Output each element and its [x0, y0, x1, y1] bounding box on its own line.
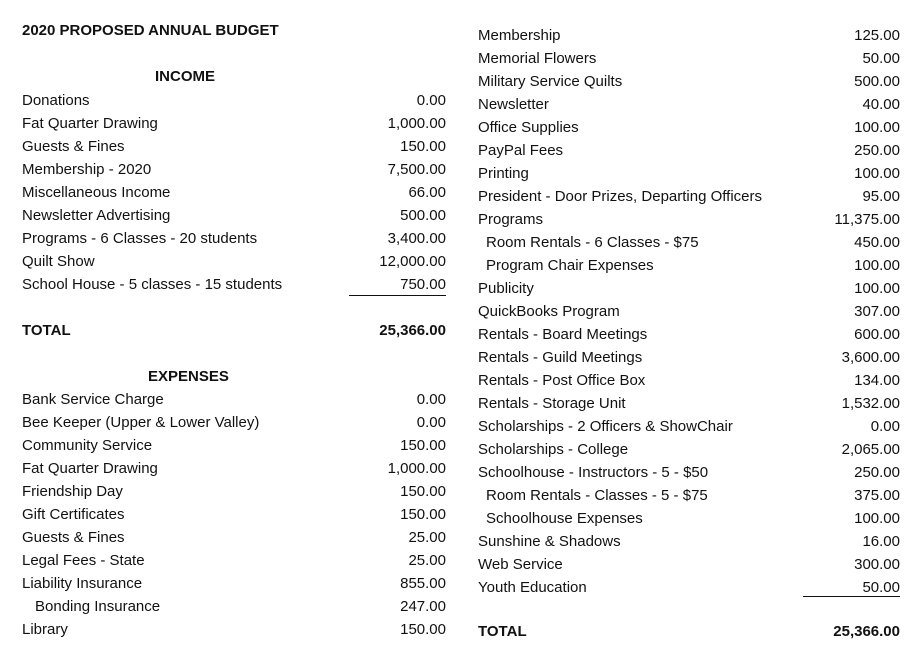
budget-row-label: Program Chair Expenses — [486, 257, 654, 274]
income-total-label: TOTAL — [22, 322, 71, 339]
budget-row — [478, 94, 900, 116]
budget-row — [22, 412, 446, 434]
budget-row — [478, 301, 900, 323]
budget-row-label: President - Door Prizes, Departing Officers — [478, 188, 762, 205]
budget-row — [478, 48, 900, 70]
budget-row-amount: 0.00 — [416, 92, 446, 109]
budget-row-amount: 0.00 — [870, 418, 900, 435]
budget-row-amount: 750.00 — [400, 276, 446, 293]
budget-row — [22, 573, 446, 595]
budget-row — [478, 140, 900, 162]
budget-row-amount: 16.00 — [862, 533, 900, 550]
budget-row-label: Rentals - Board Meetings — [478, 326, 648, 343]
budget-row-label: Rentals - Post Office Box — [478, 372, 646, 389]
budget-row-label: Printing — [478, 165, 529, 182]
budget-row-label: Room Rentals - 6 Classes - $75 — [486, 234, 699, 251]
budget-row-amount: 250.00 — [854, 464, 900, 481]
budget-row — [22, 596, 446, 618]
budget-row-amount: 150.00 — [400, 506, 446, 523]
income-total-row — [22, 320, 446, 342]
budget-row — [22, 619, 446, 641]
budget-row — [22, 481, 446, 503]
budget-row-amount: 300.00 — [854, 556, 900, 573]
budget-row-amount: 134.00 — [854, 372, 900, 389]
budget-row — [22, 550, 446, 572]
budget-row-label: Legal Fees - State — [22, 552, 145, 569]
budget-row-amount: 1,532.00 — [841, 395, 900, 412]
budget-row-label: Room Rentals - Classes - 5 - $75 — [486, 487, 708, 504]
budget-row-amount: 855.00 — [400, 575, 446, 592]
budget-row-amount: 100.00 — [854, 257, 900, 274]
budget-row-label: Liability Insurance — [22, 575, 143, 592]
budget-row-label: Scholarships - 2 Officers & ShowChair — [478, 418, 733, 435]
budget-row — [478, 255, 900, 277]
budget-row-amount: 7,500.00 — [387, 161, 446, 178]
budget-row-amount: 600.00 — [854, 326, 900, 343]
budget-row-label: Bee Keeper (Upper & Lower Valley) — [22, 414, 260, 431]
budget-row-label: Guests & Fines — [22, 138, 125, 155]
budget-row — [478, 462, 900, 484]
budget-row — [22, 504, 446, 526]
budget-row — [22, 159, 446, 181]
budget-row-label: Military Service Quilts — [478, 73, 623, 90]
budget-row-amount: 450.00 — [854, 234, 900, 251]
budget-row-amount: 40.00 — [862, 96, 900, 113]
budget-row — [22, 136, 446, 158]
budget-row-label: Memorial Flowers — [478, 50, 597, 67]
budget-row-amount: 2,065.00 — [841, 441, 900, 458]
budget-row-label: Rentals - Storage Unit — [478, 395, 626, 412]
expenses-total-label: TOTAL — [478, 623, 527, 640]
budget-row — [478, 554, 900, 576]
budget-row-amount: 375.00 — [854, 487, 900, 504]
budget-row — [478, 186, 900, 208]
budget-row — [478, 163, 900, 185]
budget-row-label: Rentals - Guild Meetings — [478, 349, 643, 366]
budget-row-amount: 125.00 — [854, 27, 900, 44]
income-total-amount: 25,366.00 — [379, 322, 446, 339]
budget-row-amount: 0.00 — [416, 391, 446, 408]
budget-row — [22, 251, 446, 273]
budget-row — [478, 347, 900, 369]
budget-row-label: Membership — [478, 27, 561, 44]
budget-row-amount: 500.00 — [854, 73, 900, 90]
budget-row — [478, 278, 900, 300]
budget-row-label: Membership - 2020 — [22, 161, 152, 178]
budget-row-amount: 100.00 — [854, 165, 900, 182]
budget-row-amount: 95.00 — [862, 188, 900, 205]
budget-row-amount: 100.00 — [854, 510, 900, 527]
budget-row-amount: 25.00 — [408, 552, 446, 569]
budget-row-amount: 25.00 — [408, 529, 446, 546]
page-title: 2020 PROPOSED ANNUAL BUDGET — [22, 22, 279, 39]
budget-row-amount: 307.00 — [854, 303, 900, 320]
budget-row-label: School House - 5 classes - 15 students — [22, 276, 283, 293]
budget-row-label: Bank Service Charge — [22, 391, 164, 408]
budget-row-label: Programs - 6 Classes - 20 students — [22, 230, 258, 247]
budget-row — [478, 439, 900, 461]
budget-row — [22, 435, 446, 457]
budget-row-label: Schoolhouse Expenses — [486, 510, 643, 527]
budget-row-label: Gift Certificates — [22, 506, 125, 523]
budget-row-label: Guests & Fines — [22, 529, 125, 546]
expenses-heading: EXPENSES — [148, 368, 229, 385]
budget-row — [478, 324, 900, 346]
budget-row-amount: 0.00 — [416, 414, 446, 431]
budget-row-label: Fat Quarter Drawing — [22, 115, 158, 132]
budget-row-label: Donations — [22, 92, 90, 109]
budget-row-amount: 247.00 — [400, 598, 446, 615]
expenses-subtotal-rule — [803, 596, 900, 597]
budget-row-label: Community Service — [22, 437, 153, 454]
budget-row-amount: 100.00 — [854, 119, 900, 136]
budget-row — [478, 508, 900, 530]
budget-row-amount: 50.00 — [862, 50, 900, 67]
budget-row-label: QuickBooks Program — [478, 303, 620, 320]
budget-row-amount: 150.00 — [400, 138, 446, 155]
budget-row-label: Quilt Show — [22, 253, 95, 270]
budget-row — [478, 370, 900, 392]
budget-row-amount: 66.00 — [408, 184, 446, 201]
budget-row — [478, 25, 900, 47]
budget-row — [22, 113, 446, 135]
budget-row-amount: 250.00 — [854, 142, 900, 159]
budget-row-amount: 50.00 — [862, 579, 900, 596]
budget-row — [478, 232, 900, 254]
budget-row-label: Sunshine & Shadows — [478, 533, 621, 550]
budget-row-amount: 100.00 — [854, 280, 900, 297]
income-subtotal-rule — [349, 295, 446, 296]
budget-row-amount: 3,400.00 — [387, 230, 446, 247]
budget-row-label: Library — [22, 621, 68, 638]
budget-row-label: Friendship Day — [22, 483, 123, 500]
budget-row-label: Newsletter — [478, 96, 549, 113]
budget-row-amount: 150.00 — [400, 621, 446, 638]
budget-row — [478, 209, 900, 231]
expenses-total-row — [478, 621, 900, 643]
income-heading: INCOME — [155, 68, 215, 85]
budget-row-amount: 3,600.00 — [841, 349, 900, 366]
budget-row-amount: 1,000.00 — [387, 460, 446, 477]
budget-row-label: Publicity — [478, 280, 534, 297]
budget-row-label: Web Service — [478, 556, 563, 573]
budget-row-label: Bonding Insurance — [35, 598, 161, 615]
budget-row — [478, 117, 900, 139]
budget-row-amount: 1,000.00 — [387, 115, 446, 132]
budget-row-label: Schoolhouse - Instructors - 5 - $50 — [478, 464, 709, 481]
budget-row — [478, 531, 900, 553]
budget-row — [22, 182, 446, 204]
budget-row — [22, 458, 446, 480]
expenses-total-amount: 25,366.00 — [833, 623, 900, 640]
budget-row — [22, 228, 446, 250]
budget-row-label: Office Supplies — [478, 119, 579, 136]
budget-row — [478, 416, 900, 438]
budget-row-label: Miscellaneous Income — [22, 184, 171, 201]
budget-row — [22, 527, 446, 549]
budget-row-amount: 150.00 — [400, 437, 446, 454]
budget-row — [478, 485, 900, 507]
budget-row-amount: 150.00 — [400, 483, 446, 500]
budget-row-amount: 12,000.00 — [379, 253, 446, 270]
budget-row — [22, 205, 446, 227]
budget-row-label: Youth Education — [478, 579, 587, 596]
budget-row-label: Scholarships - College — [478, 441, 629, 458]
budget-row-label: Programs — [478, 211, 544, 228]
budget-row — [22, 90, 446, 112]
budget-row-label: Fat Quarter Drawing — [22, 460, 158, 477]
budget-row — [22, 274, 446, 296]
budget-row-label: Newsletter Advertising — [22, 207, 171, 224]
budget-row — [22, 389, 446, 411]
budget-row-amount: 500.00 — [400, 207, 446, 224]
budget-row-amount: 11,375.00 — [834, 211, 900, 228]
budget-row-label: PayPal Fees — [478, 142, 564, 159]
budget-row — [478, 71, 900, 93]
budget-row — [478, 393, 900, 415]
